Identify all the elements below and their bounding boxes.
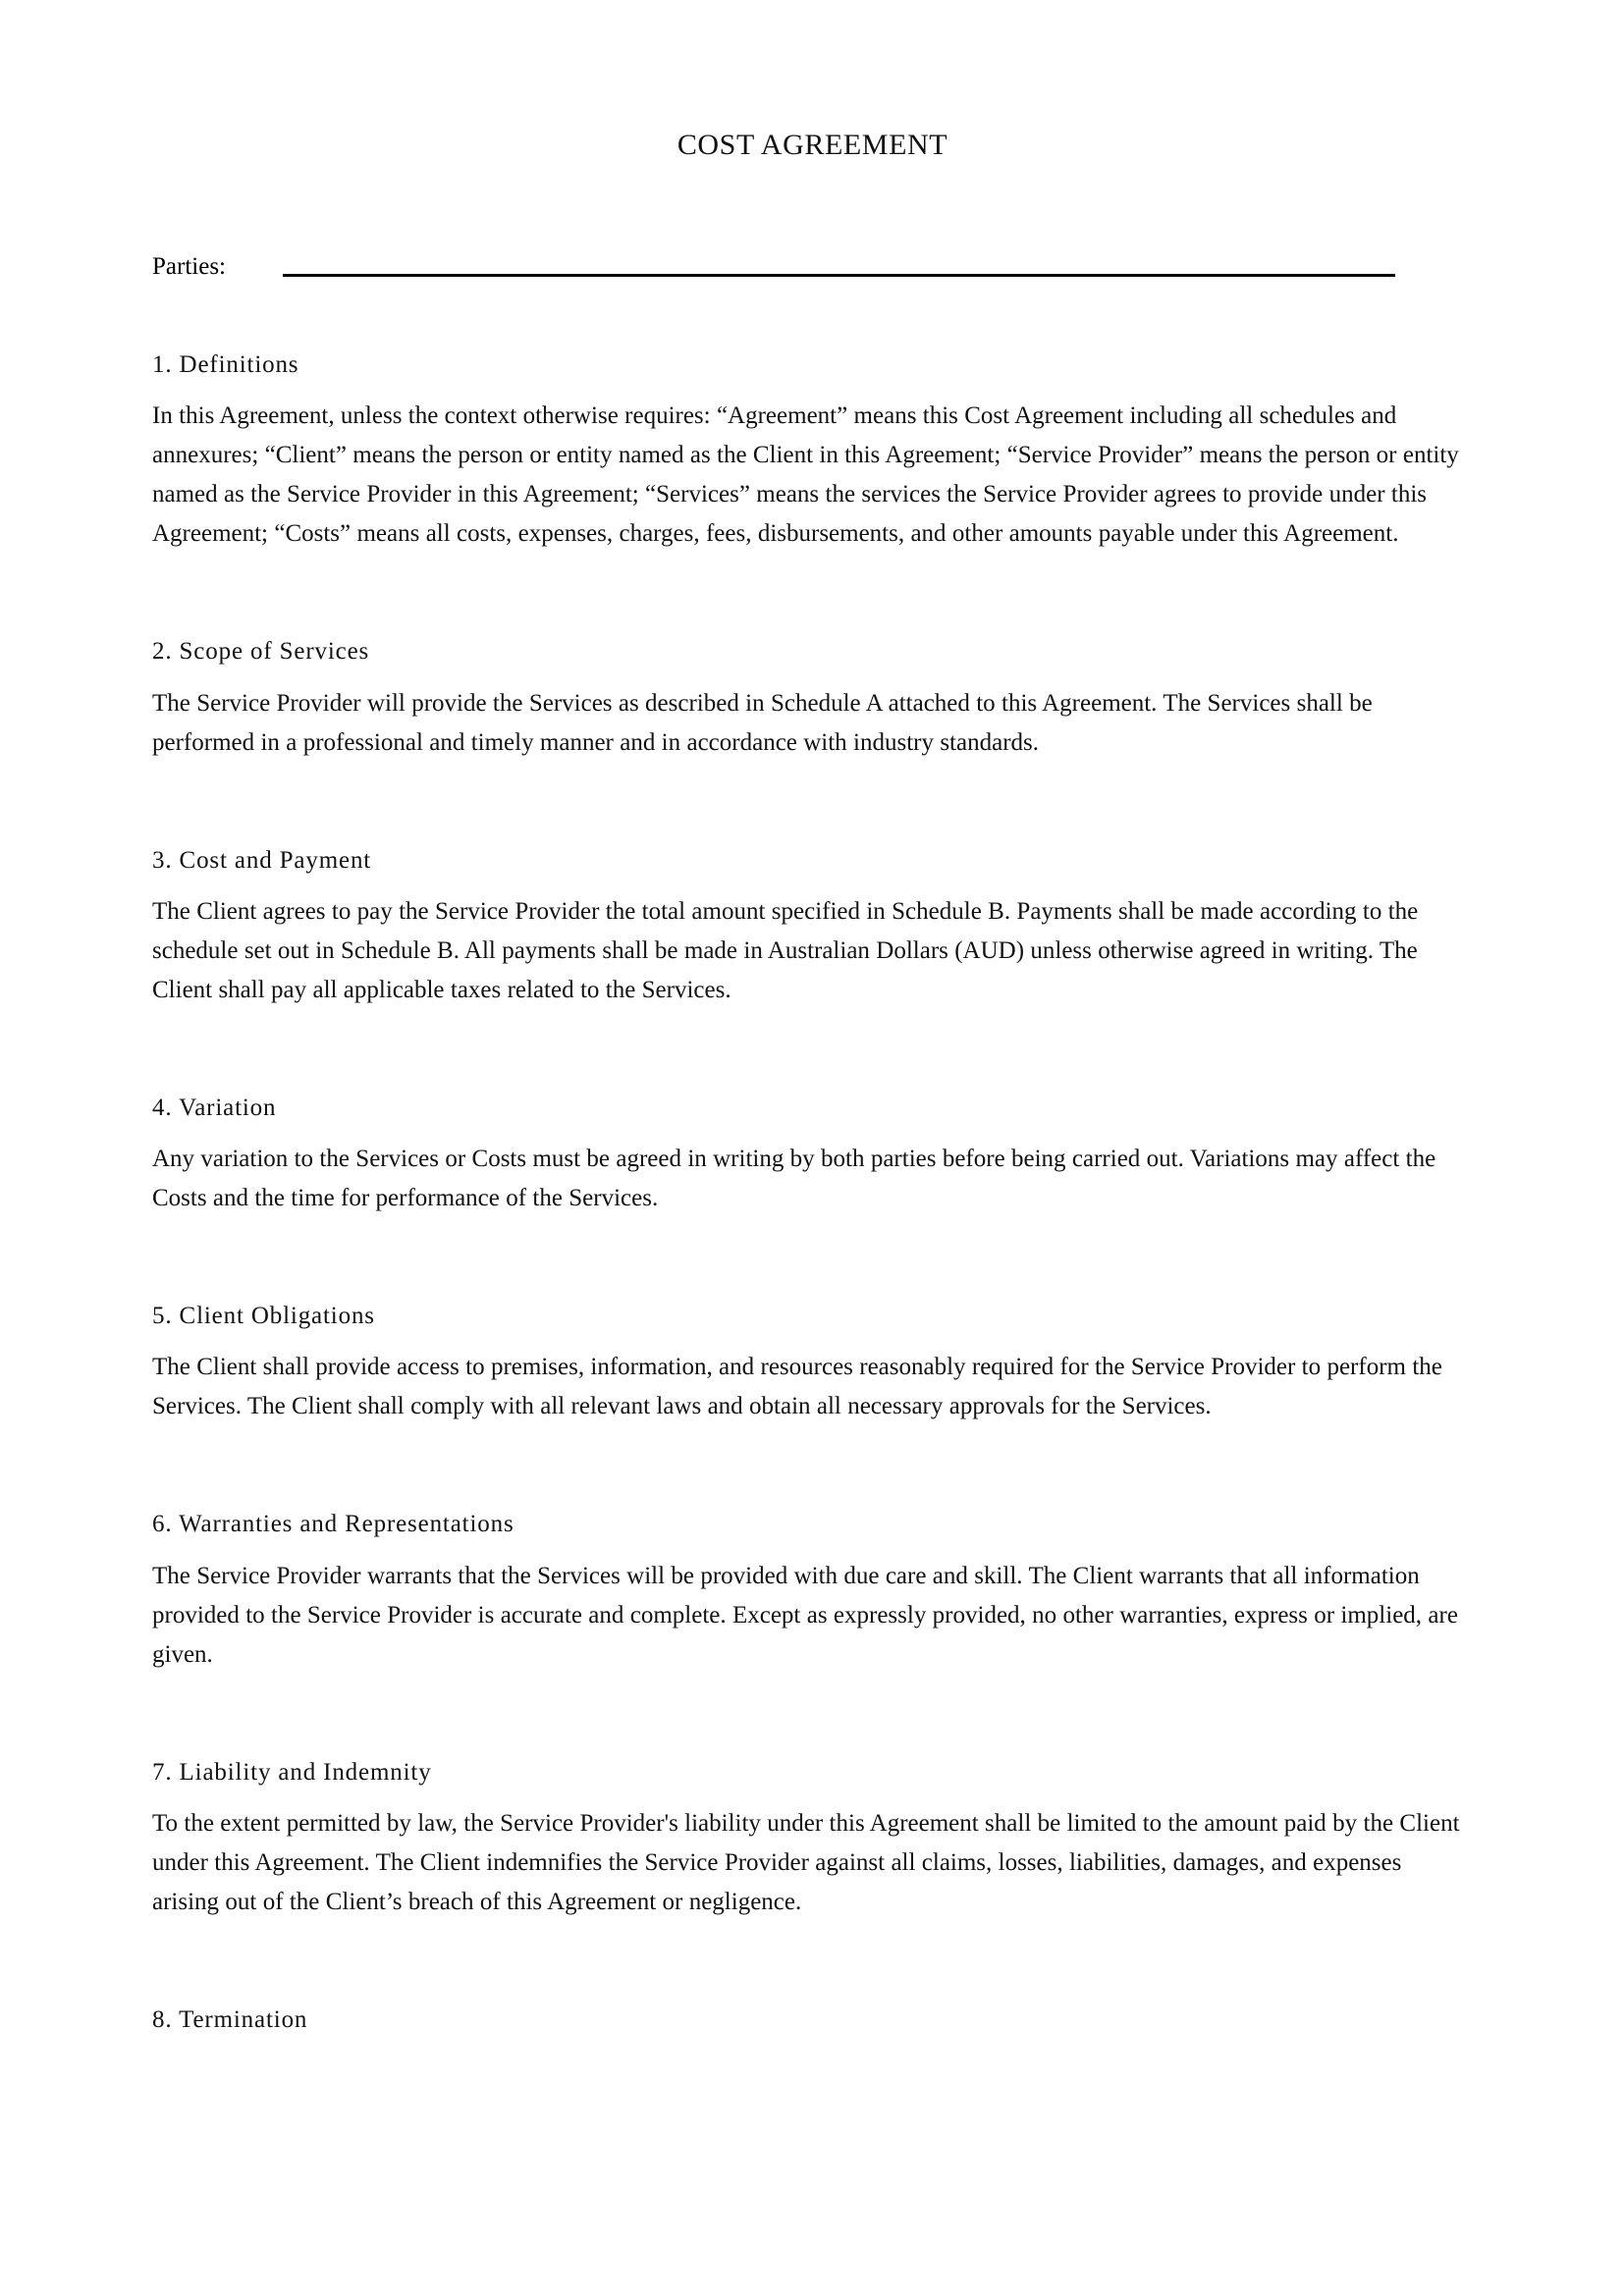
document-section (152, 845, 1473, 1010)
section-heading: 2. Scope of Services (152, 638, 370, 666)
document-section (152, 2004, 1473, 2035)
parties-fill-line[interactable] (283, 274, 1395, 277)
document-section (152, 636, 1473, 762)
section-heading: 1. Definitions (152, 351, 299, 378)
section-body: The Service Provider will provide the Services as described in Schedule A attached to this Agreement. The Services shall be performed in a professional and timely manner and in accordance with industry standards. (152, 689, 1373, 756)
section-heading: 6. Warranties and Representations (152, 1511, 514, 1538)
section-body: The Service Provider warrants that the Services will be provided with due care and skill. The Client warrants that all information provided to the Service Provider is accurate and complete. Except as expressly provided, no other warranties, express or implied, are given. (152, 1562, 1458, 1668)
section-heading: 8. Termination (152, 2005, 308, 2033)
section-body: In this Agreement, unless the context otherwise requires: “Agreement” means this Cost Agreement including all schedules and annexures; “Client” means the person or entity named as the Client in this Agreement; “Service Provider” means the person or entity named as the Service Provider in this Agreement; “Services” means the services the Service Provider agrees to provide under this Agreement; “Costs” means all costs, expenses, charges, fees, disbursements, and other amounts payable under this Agreement. (152, 402, 1459, 548)
document-section (152, 1509, 1473, 1674)
document-section (152, 1301, 1473, 1426)
document-section (152, 1093, 1473, 1218)
document-body (152, 0, 1473, 2052)
parties-row (152, 247, 1473, 281)
sections-container (152, 349, 1473, 2035)
section-heading: 4. Variation (152, 1094, 277, 1121)
page-title: COST AGREEMENT (677, 129, 948, 161)
section-heading: 7. Liability and Indemnity (152, 1758, 432, 1786)
section-body: To the extent permitted by law, the Service Provider's liability under this Agreement shall be limited to the amount paid by the Client under this Agreement. The Client indemnifies the Service Provider against all claims, losses, liabilities, damages, and expenses arising out of the Client’s breach of this Agreement or negligence. (152, 1809, 1460, 1915)
parties-label: Parties: (152, 253, 226, 280)
document-section (152, 1757, 1473, 1922)
section-body: The Client agrees to pay the Service Provider the total amount specified in Schedule B. Payments shall be made according to the schedule set out in Schedule B. All payments shall be made in Australian Dollars (AUD) unless otherwise agreed in writing. The Client shall pay all applicable taxes related to the Services. (152, 897, 1419, 1003)
section-heading: 3. Cost and Payment (152, 846, 372, 874)
document-section (152, 349, 1473, 554)
section-heading: 5. Client Obligations (152, 1303, 375, 1329)
section-body: Any variation to the Services or Costs must be agreed in writing by both parties before being carried out. Variations may affect the Costs and the time for performance of the Services. (152, 1146, 1436, 1211)
section-body: The Client shall provide access to premises, information, and resources reasonably required for the Service Provider to perform the Services. The Client shall comply with all relevant laws and obtain all necessary approvals for the Services. (152, 1354, 1442, 1420)
